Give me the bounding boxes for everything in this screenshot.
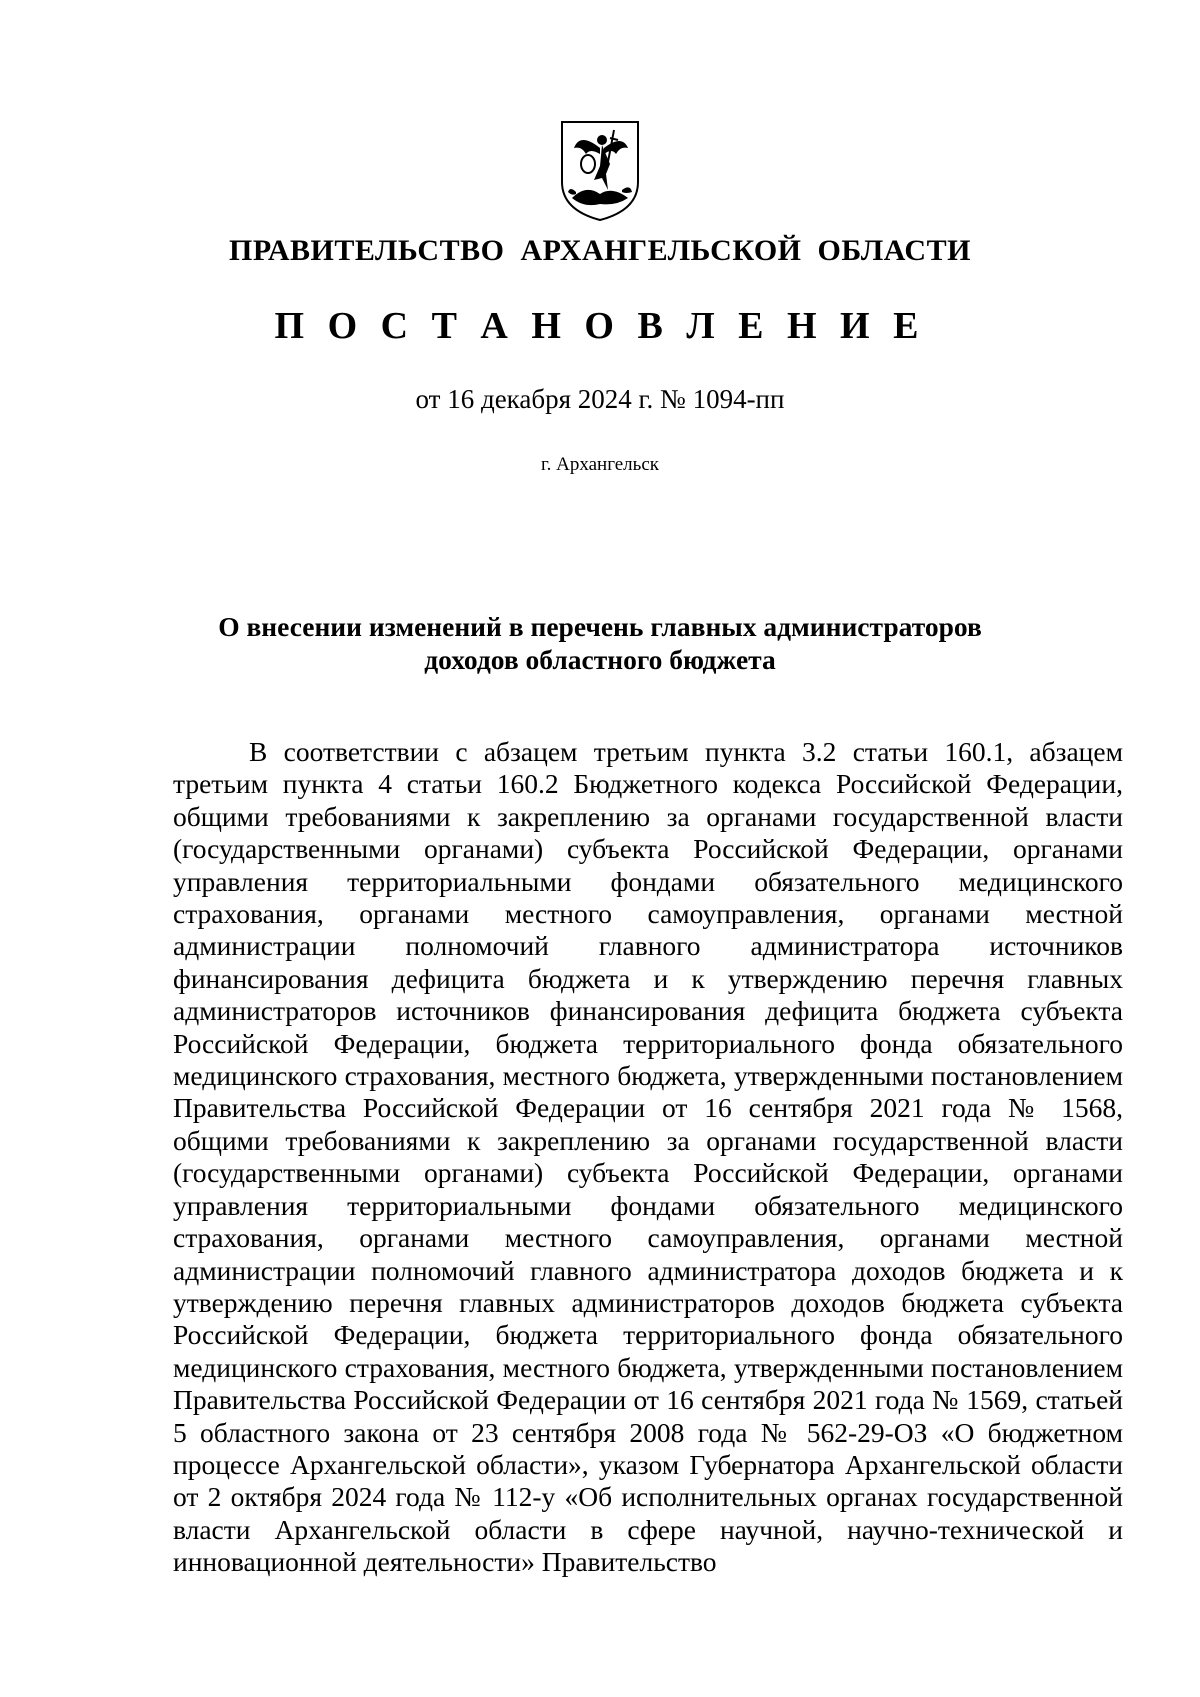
document-date-number: от 16 декабря 2024 г. № 1094-пп [415, 384, 785, 414]
coat-of-arms-icon [556, 118, 644, 224]
body-paragraph: В соответствии с абзацем третьим пункта 3.2 статьи 160.1, абзацем третьим пункта 4 статьи 160.2 Бюджетного кодекса Российской Федерации, общими требованиями к закреплению за органами государственной власти (государственными органами) субъекта Российской Федерации, органами управления территориальными фондами обязательного медицинского страхования, органами местного самоуправления, органами местной администрации полномочий главного администратора источников финансирования дефицита бюджета и к утверждению перечня главных администраторов источников финансирования дефицита бюджета субъекта Российской Федерации, бюджета территориального фонда обязательного медицинского страхования, местного бюджета, утвержденными постановлением Правительства Российской Федерации от 16 сентября 2021 года № 1568, общими требованиями к закреплению за органами государственной власти (государственными органами) субъекта Российской Федерации, органами управления территориальными фондами обязательного медицинского страхования, органами местного самоуправления, органами местной администрации полномочий главного администратора доходов бюджета и к утверждению перечня главных администраторов доходов бюджета субъекта Российской Федерации, бюджета территориального фонда обязательного медицинского страхования, местного бюджета, утвержденными постановлением Правительства Российской Федерации от 16 сентября 2021 года № 1569, статьей 5 областного закона от 23 сентября 2008 года № 562-29-ОЗ «О бюджетном процессе Архангельской области», указом Губернатора Архангельской области от 2 октября 2024 года № 112-у «Об исполнительных органах государственной власти Архангельской области в сфере научной, научно-технической и инновационной деятельности» Правительство [173, 736, 1123, 1578]
document-type-heading: П О С Т А Н О В Л Е Н И Е [274, 305, 926, 347]
subject-line-1: О внесении изменений в перечень главных администраторов [218, 611, 982, 642]
document-subject [0, 610, 1200, 676]
document-city: г. Архангельск [540, 454, 659, 475]
subject-line-2: доходов областного бюджета [424, 644, 776, 675]
government-title: ПРАВИТЕЛЬСТВО АРХАНГЕЛЬСКОЙ ОБЛАСТИ [229, 234, 971, 267]
